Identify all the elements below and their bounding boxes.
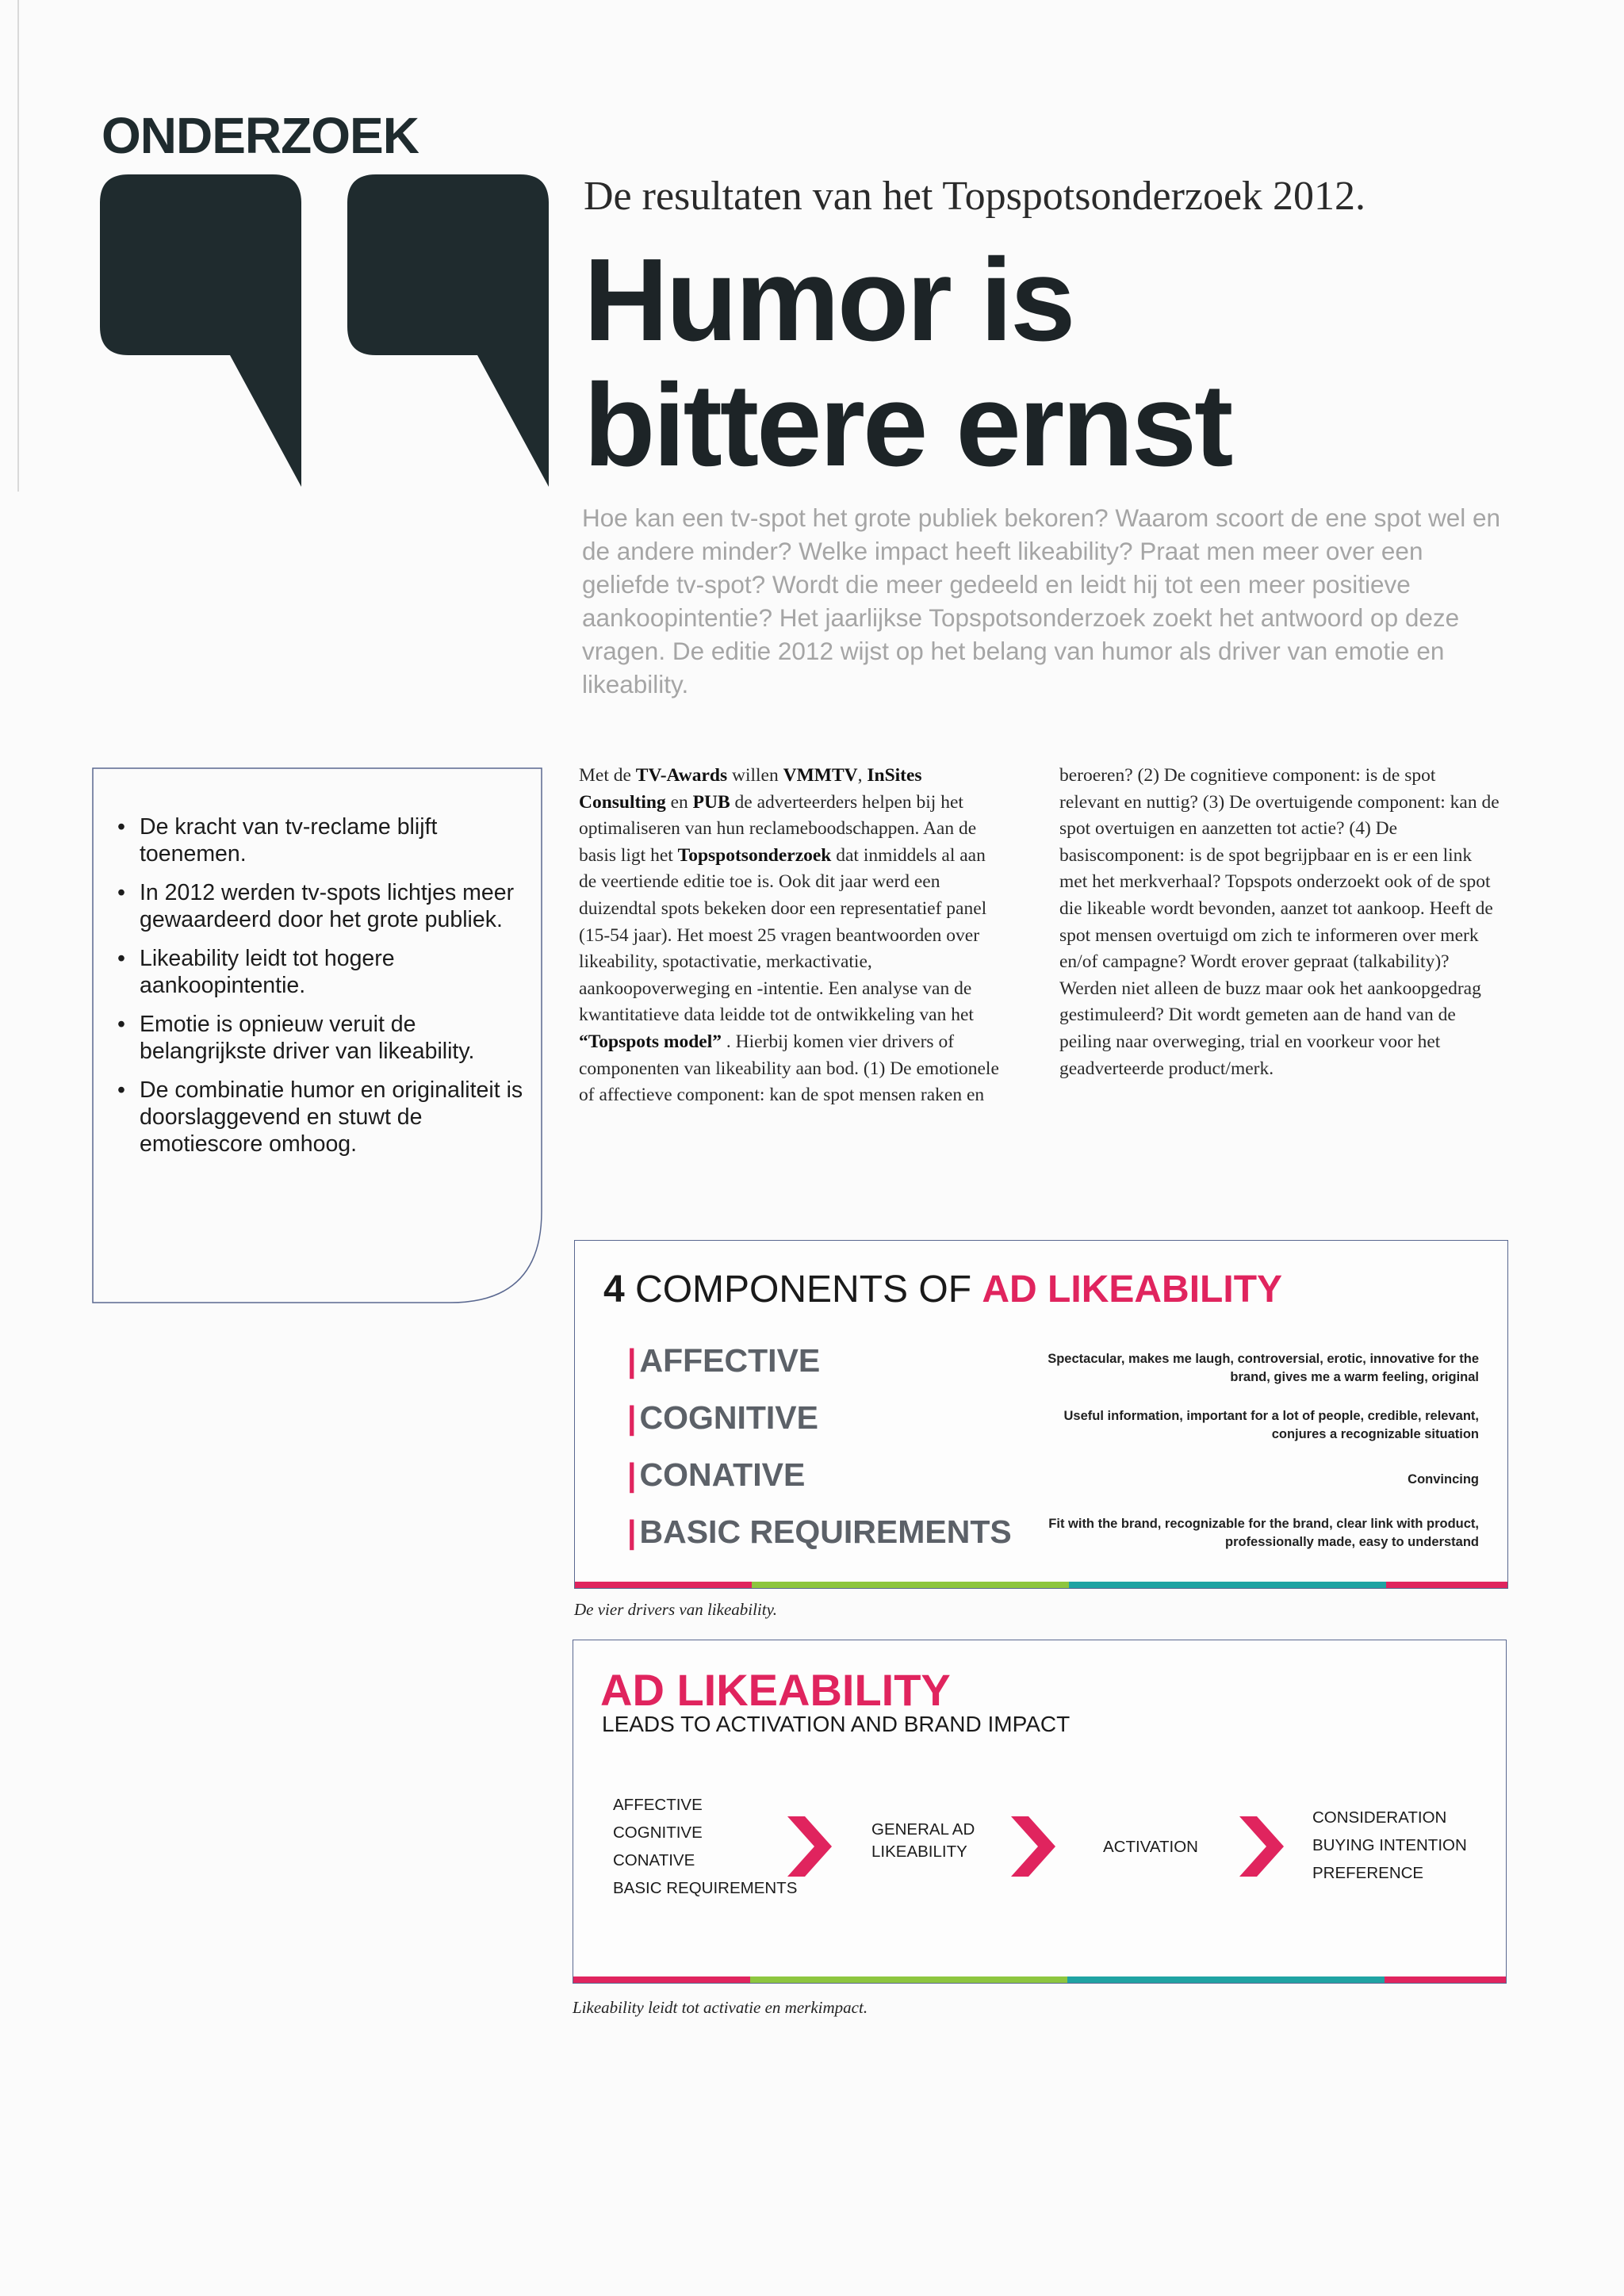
component-description: Spectacular, makes me laugh, controversial, erotic, innovative for the brand, gives me a warm feeling, original — [1048, 1352, 1479, 1384]
body-column-1: Met de TV-Awards willen VMMTV, InSites Consulting en PUB de adverteerders helpen bij het optimaliseren van hun reclameboodschappen. Aan de basis ligt het Topspotsonderzoek dat inmiddels al aan de veertiende editie toe is. Ook dit jaar werd een duizendtal spots bekeken door een representatief panel (15-54 jaar). Het moest 25 vragen beantwoorden over likeability, spotactivatie, merkactivatie, aankoopoverweging en -intentie. Een analyse van de kwantitatieve data leidde tot de ontwikkeling van het “Topspots model” . Hierbij komen vier drivers of componenten van likeability aan bod. (1) De emotionele of affectieve component: kan de spot mensen raken en — [579, 765, 999, 1106]
headline-line-2: bittere ernst — [584, 360, 1231, 491]
key-point: • Likeability leidt tot hogere aankoopintentie. — [116, 945, 528, 999]
component-affective: |AFFECTIVE — [627, 1342, 821, 1379]
body-column-2: beroeren? (2) De cognitieve component: is de spot relevant en nuttig? (3) De overtuigende component: kan de spot overtuigen en aanzetten tot actie? (4) De basiscomponent: is de spot begrijpbaar en is er een link met het merkverhaal? Topspots onderzoekt ook of de spot die likeable wordt bevonden, aanzet tot aankoop. Heeft de spot mensen overtuigd om zich te informeren over merk en/of campagne? Wordt erover gepraat (talkability)? Werden niet alleen de buzz maar ook het aankoopgedrag gestimuleerd? Dit wordt gemeten aan de hand van de peiling naar overweging, trial en voorkeur voor het geadverteerde product/merk. — [1059, 765, 1500, 1079]
component-description: Useful information, important for a lot of people, credible, relevant, conjures a recognizable situation — [1063, 1409, 1479, 1441]
components-figure — [574, 1240, 1508, 1589]
key-points-list — [116, 813, 528, 1169]
key-point: • De combinatie humor en originaliteit is doorslaggevend en stuwt de emotiescore omhoog. — [116, 1077, 528, 1158]
page-edge-line — [17, 0, 19, 492]
flow-activation: ACTIVATION — [1103, 1838, 1198, 1856]
speech-quote-icon — [100, 174, 549, 487]
flow-outputs: CONSIDERATION BUYING INTENTION PREFERENCE — [1312, 1808, 1467, 1882]
headline-line-1: Humor is — [584, 235, 1074, 365]
flow-inputs: AFFECTIVE COGNITIVE CONATIVE BASIC REQUIREMENTS — [613, 1796, 798, 1897]
figure1-title: 4 COMPONENTS OF AD LIKEABILITY — [603, 1269, 1283, 1311]
component-cognitive: |COGNITIVE — [627, 1399, 819, 1436]
color-strip — [573, 1976, 1506, 1983]
article-headline — [584, 235, 1297, 491]
figure2-caption: Likeability leidt tot activatie en merkimpact. — [573, 1998, 868, 2017]
chevron-right-icon — [1239, 1816, 1284, 1877]
component-conative: |CONATIVE — [627, 1456, 806, 1493]
key-point: • Emotie is opnieuw veruit de belangrijkste driver van likeability. — [116, 1011, 528, 1065]
component-description: Convincing — [1408, 1472, 1479, 1487]
flow-general-ad-likeability: GENERAL AD LIKEABILITY — [871, 1820, 975, 1861]
color-strip — [575, 1582, 1507, 1588]
component-description: Fit with the brand, recognizable for the brand, clear link with product, professionally made, easy to understand — [1048, 1517, 1479, 1549]
figure2-title: AD LIKEABILITY — [600, 1665, 951, 1715]
article-intro: Hoe kan een tv-spot het grote publiek bekoren? Waarom scoort de ene spot wel en de andere minder? Welke impact heeft likeability? Praat men meer over een geliefde tv-spot? Wordt die meer gedeeld en leidt hij tot een meer positieve aankoopintentie? Het jaarlijkse Topspotsonderzoek zoekt het antwoord op deze vragen. De editie 2012 wijst op het belang van humor als driver van emotie en likeability. — [582, 503, 1501, 698]
chevron-right-icon — [1011, 1816, 1055, 1877]
article-kicker: De resultaten van het Topspotsonderzoek 2012. — [584, 174, 1366, 219]
section-label: ONDERZOEK — [102, 107, 419, 164]
likeability-flow-figure — [573, 1640, 1507, 1984]
figure1-caption: De vier drivers van likeability. — [574, 1600, 778, 1619]
chevron-right-icon — [787, 1816, 832, 1877]
key-point: • In 2012 werden tv-spots lichtjes meer gewaardeerd door het grote publiek. — [116, 879, 528, 933]
component-basic-requirements: |BASIC REQUIREMENTS — [627, 1513, 1012, 1550]
key-point: • De kracht van tv-reclame blijft toenemen. — [116, 813, 528, 867]
figure2-subtitle: LEADS TO ACTIVATION AND BRAND IMPACT — [602, 1712, 1071, 1736]
